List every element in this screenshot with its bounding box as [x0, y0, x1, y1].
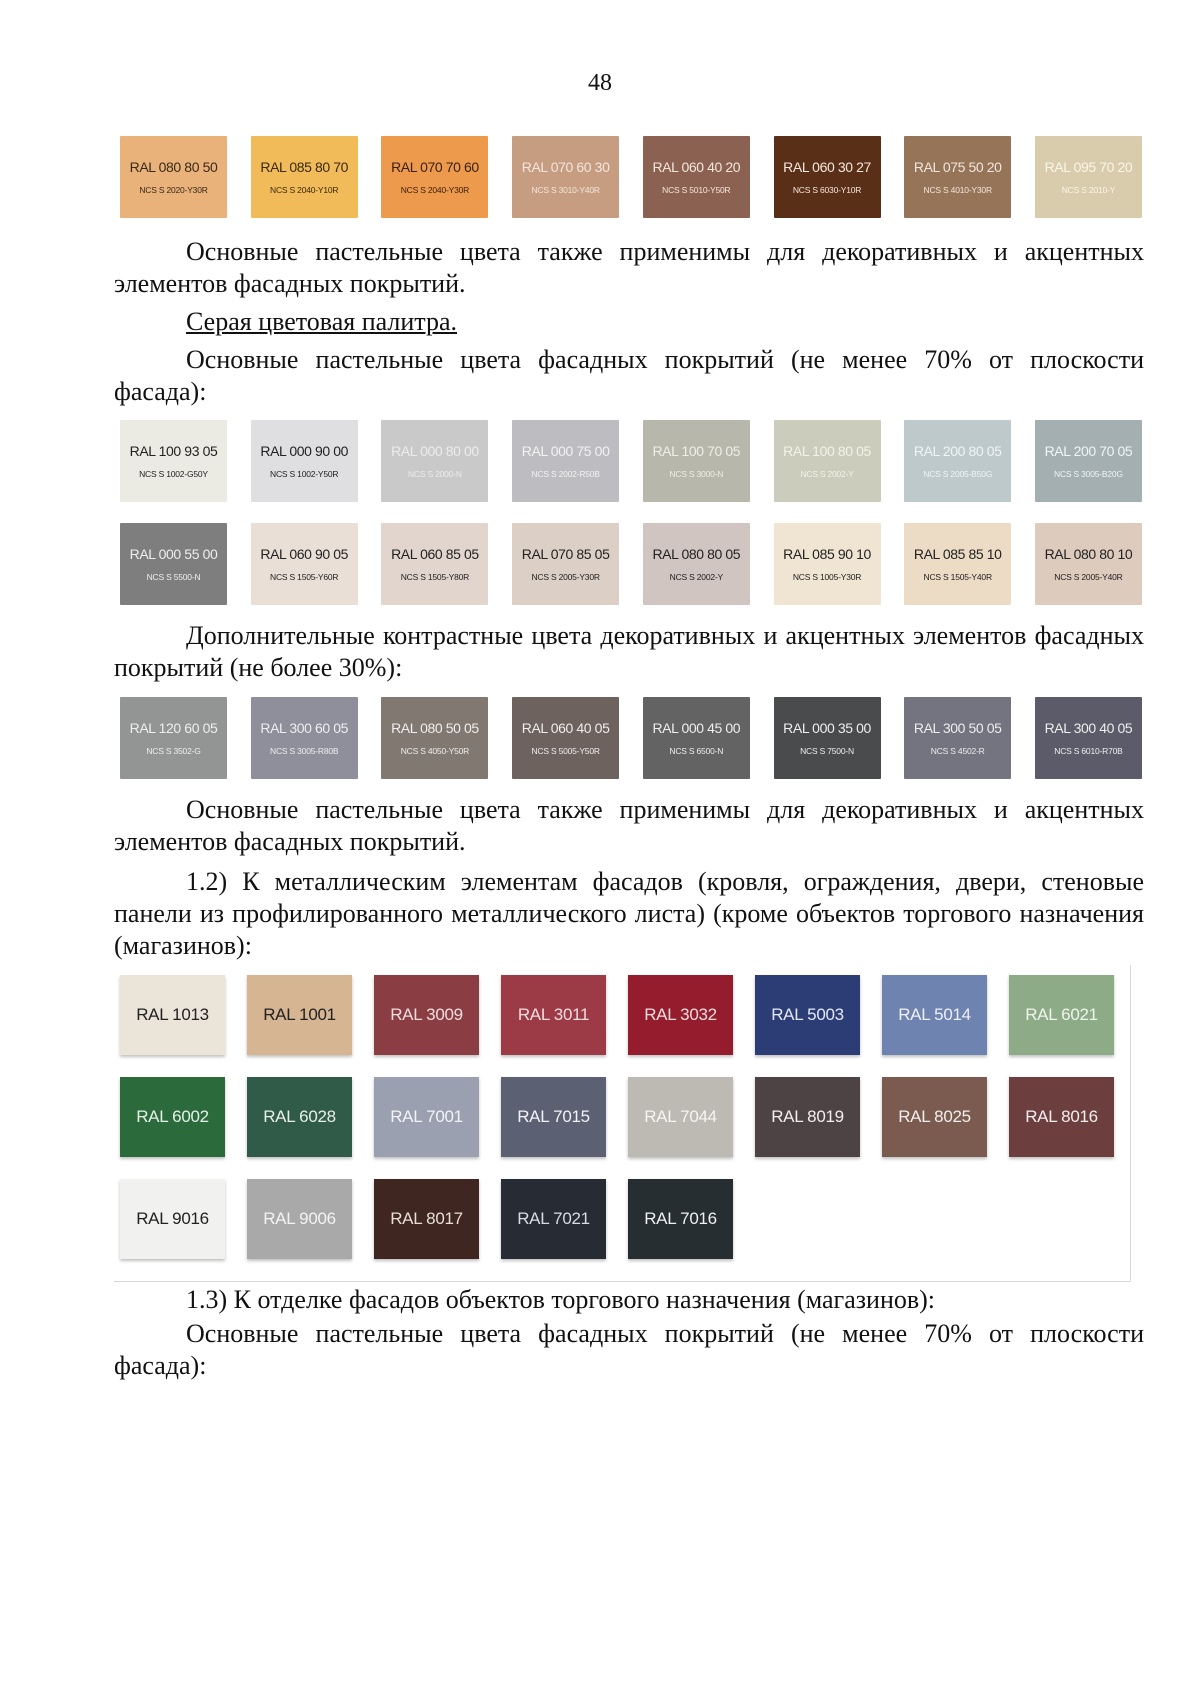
swatch-ncs-code: NCS S 2010-Y [1061, 185, 1116, 195]
paragraph-contrast-colors: Дополнительные контрастные цвета декоративных и акцентных элементов фасадных покрытий (не более 30%): [114, 621, 1144, 682]
swatch-ral-code: RAL 300 40 05 [1044, 720, 1133, 736]
swatch-row-gray-2 [120, 523, 1142, 605]
swatch-ral-code: RAL 200 70 05 [1044, 443, 1133, 459]
swatch-ncs-code: NCS S 2002-Y [669, 572, 723, 582]
swatch-ral-code: RAL 070 70 60 [391, 159, 479, 175]
swatch-ral-code: RAL 100 80 05 [783, 443, 871, 459]
swatch-ral-code: RAL 000 90 00 [260, 443, 349, 459]
swatch-ncs-code: NCS S 2005-B50G [923, 469, 993, 479]
swatch-ncs-code: NCS S 4502-R [930, 746, 985, 756]
color-swatch [904, 697, 1011, 779]
color-swatch [120, 136, 227, 218]
metal-swatch-row [120, 1179, 1120, 1259]
swatch-ral-code: RAL 080 80 05 [652, 546, 741, 562]
swatch-ral-code: RAL 070 85 05 [521, 546, 610, 562]
paragraph-retail-objects: 1.3) К отделке фасадов объектов торгового назначения (магазинов): [186, 1285, 936, 1314]
swatch-ral-code: RAL 060 85 05 [391, 546, 479, 562]
swatch-ral-code: RAL 080 80 50 [129, 159, 218, 175]
swatch-ral-code: RAL 120 60 05 [129, 720, 218, 736]
color-swatch [643, 420, 750, 502]
swatch-ncs-code: NCS S 1505-Y60R [270, 572, 339, 582]
swatch-ncs-code: NCS S 5005-Y50R [531, 746, 600, 756]
swatch-ral-code: RAL 000 80 00 [391, 443, 479, 459]
swatch-ral-code: RAL 085 80 70 [260, 159, 349, 175]
paragraph-accent-note-2: Основные пастельные цвета также применимы для декоративных и акцентных элементов фасадных покрытий. [114, 795, 1144, 856]
color-swatch [774, 697, 881, 779]
paragraph-main-pastel-gray: Основные пастельные цвета фасадных покрытий (не менее 70% от плоскости фасада): [114, 345, 1144, 406]
metal-color-swatch: RAL 6028 [247, 1077, 352, 1157]
swatch-ral-code: RAL 085 85 10 [913, 546, 1002, 562]
metal-palette-grid [120, 975, 1120, 1281]
swatch-ncs-code: NCS S 4010-Y30R [923, 185, 992, 195]
color-swatch [774, 136, 881, 218]
color-swatch [512, 420, 619, 502]
metal-color-swatch: RAL 1001 [247, 975, 352, 1055]
swatch-ncs-code: NCS S 1002-G50Y [139, 469, 208, 479]
metal-color-swatch: RAL 3009 [374, 975, 479, 1055]
metal-color-swatch: RAL 3032 [628, 975, 733, 1055]
color-swatch [643, 136, 750, 218]
metal-color-swatch: RAL 7021 [501, 1179, 606, 1259]
swatch-ral-code: RAL 000 35 00 [783, 720, 871, 736]
swatch-ncs-code: NCS S 2002-R50B [531, 469, 600, 479]
swatch-ral-code: RAL 070 60 30 [521, 159, 610, 175]
metal-color-swatch: RAL 8019 [755, 1077, 860, 1157]
swatch-ncs-code: NCS S 2005-Y40R [1054, 572, 1123, 582]
metal-color-swatch: RAL 8017 [374, 1179, 479, 1259]
metal-color-swatch: RAL 9006 [247, 1179, 352, 1259]
swatch-ncs-code: NCS S 2002-Y [800, 469, 854, 479]
swatch-ncs-code: NCS S 6010-R70B [1054, 746, 1123, 756]
swatch-ncs-code: NCS S 2005-Y30R [531, 572, 600, 582]
color-swatch [120, 420, 227, 502]
swatch-ncs-code: NCS S 1005-Y30R [792, 572, 862, 582]
swatch-ral-code: RAL 095 70 20 [1044, 159, 1133, 175]
paragraph-main-pastel-retail: Основные пастельные цвета фасадных покрытий (не менее 70% от плоскости фасада): [114, 1319, 1144, 1380]
color-swatch [512, 697, 619, 779]
color-swatch [904, 523, 1011, 605]
color-swatch [1035, 136, 1142, 218]
metal-color-swatch: RAL 7016 [628, 1179, 733, 1259]
color-swatch [904, 136, 1011, 218]
metal-color-swatch: RAL 3011 [501, 975, 606, 1055]
swatch-ncs-code: NCS S 3010-Y40R [531, 185, 600, 195]
swatch-ral-code: RAL 000 55 00 [129, 546, 218, 562]
swatch-ral-code: RAL 060 40 05 [521, 720, 610, 736]
swatch-ncs-code: NCS S 2040-Y30R [400, 185, 470, 195]
metal-color-swatch: RAL 6002 [120, 1077, 225, 1157]
swatch-ncs-code: NCS S 5010-Y50R [662, 185, 731, 195]
color-swatch [1035, 420, 1142, 502]
swatch-ral-code: RAL 200 80 05 [913, 443, 1002, 459]
color-swatch [381, 420, 488, 502]
color-swatch [120, 697, 227, 779]
swatch-ral-code: RAL 000 45 00 [652, 720, 741, 736]
metal-color-swatch: RAL 7001 [374, 1077, 479, 1157]
swatch-ral-code: RAL 060 30 27 [783, 159, 871, 175]
color-swatch [120, 523, 227, 605]
color-swatch [904, 420, 1011, 502]
swatch-ral-code: RAL 075 50 20 [913, 159, 1002, 175]
color-swatch [251, 136, 358, 218]
metal-color-swatch: RAL 7044 [628, 1077, 733, 1157]
metal-swatch-row [120, 975, 1120, 1055]
color-swatch [251, 697, 358, 779]
swatch-ncs-code: NCS S 1505-Y80R [400, 572, 470, 582]
swatch-ncs-code: NCS S 2000-N [407, 469, 462, 479]
swatch-row-contrast [120, 697, 1142, 779]
metal-color-swatch: RAL 6021 [1009, 975, 1114, 1055]
swatch-ral-code: RAL 080 50 05 [391, 720, 479, 736]
swatch-ral-code: RAL 085 90 10 [783, 546, 871, 562]
swatch-ral-code: RAL 300 50 05 [913, 720, 1002, 736]
swatch-ncs-code: NCS S 6030-Y10R [792, 185, 862, 195]
metal-color-swatch: RAL 8025 [882, 1077, 987, 1157]
paragraph-accent-note-1: Основные пастельные цвета также применимы для декоративных и акцентных элементов фасадных покрытий. [114, 237, 1144, 298]
color-swatch [251, 523, 358, 605]
swatch-ncs-code: NCS S 1505-Y40R [923, 572, 992, 582]
color-swatch [381, 523, 488, 605]
color-swatch [774, 420, 881, 502]
swatch-ncs-code: NCS S 3502-G [146, 746, 201, 756]
swatch-row-warm [120, 136, 1142, 218]
metal-color-swatch: RAL 5014 [882, 975, 987, 1055]
metal-color-swatch: RAL 5003 [755, 975, 860, 1055]
swatch-ncs-code: NCS S 7500-N [800, 746, 854, 756]
color-swatch [251, 420, 358, 502]
swatch-ncs-code: NCS S 1002-Y50R [270, 469, 339, 479]
swatch-ncs-code: NCS S 2040-Y10R [270, 185, 339, 195]
swatch-ral-code: RAL 080 80 10 [1044, 546, 1133, 562]
swatch-ncs-code: NCS S 4050-Y50R [400, 746, 470, 756]
swatch-ral-code: RAL 100 70 05 [652, 443, 741, 459]
color-swatch [381, 697, 488, 779]
page-number: 48 [588, 70, 612, 96]
swatch-ncs-code: NCS S 5500-N [146, 572, 201, 582]
swatch-ral-code: RAL 060 90 05 [260, 546, 349, 562]
swatch-ral-code: RAL 000 75 00 [521, 443, 610, 459]
swatch-ncs-code: NCS S 3005-R80B [270, 746, 339, 756]
color-swatch [512, 136, 619, 218]
section-heading-gray-palette: Серая цветовая палитра. [186, 307, 458, 336]
swatch-ncs-code: NCS S 6500-N [669, 746, 724, 756]
color-swatch [1035, 697, 1142, 779]
color-swatch [643, 697, 750, 779]
color-swatch [512, 523, 619, 605]
paragraph-metal-elements: 1.2) К металлическим элементам фасадов (кровля, ограждения, двери, стеновые панели из профилированного металлического листа) (кроме объектов торгового назначения (магазинов): [114, 867, 1144, 960]
swatch-ral-code: RAL 100 93 05 [129, 443, 218, 459]
metal-color-swatch: RAL 8016 [1009, 1077, 1114, 1157]
metal-swatch-row [120, 1077, 1120, 1157]
swatch-ral-code: RAL 300 60 05 [260, 720, 349, 736]
metal-color-swatch: RAL 1013 [120, 975, 225, 1055]
color-swatch [643, 523, 750, 605]
swatch-row-gray-1 [120, 420, 1142, 502]
swatch-ncs-code: NCS S 3000-N [669, 469, 724, 479]
color-swatch [1035, 523, 1142, 605]
metal-color-swatch: RAL 7015 [501, 1077, 606, 1157]
swatch-ral-code: RAL 060 40 20 [652, 159, 741, 175]
color-swatch [774, 523, 881, 605]
swatch-ncs-code: NCS S 3005-B20G [1054, 469, 1123, 479]
swatch-ncs-code: NCS S 2020-Y30R [139, 185, 208, 195]
metal-color-swatch: RAL 9016 [120, 1179, 225, 1259]
color-swatch [381, 136, 488, 218]
